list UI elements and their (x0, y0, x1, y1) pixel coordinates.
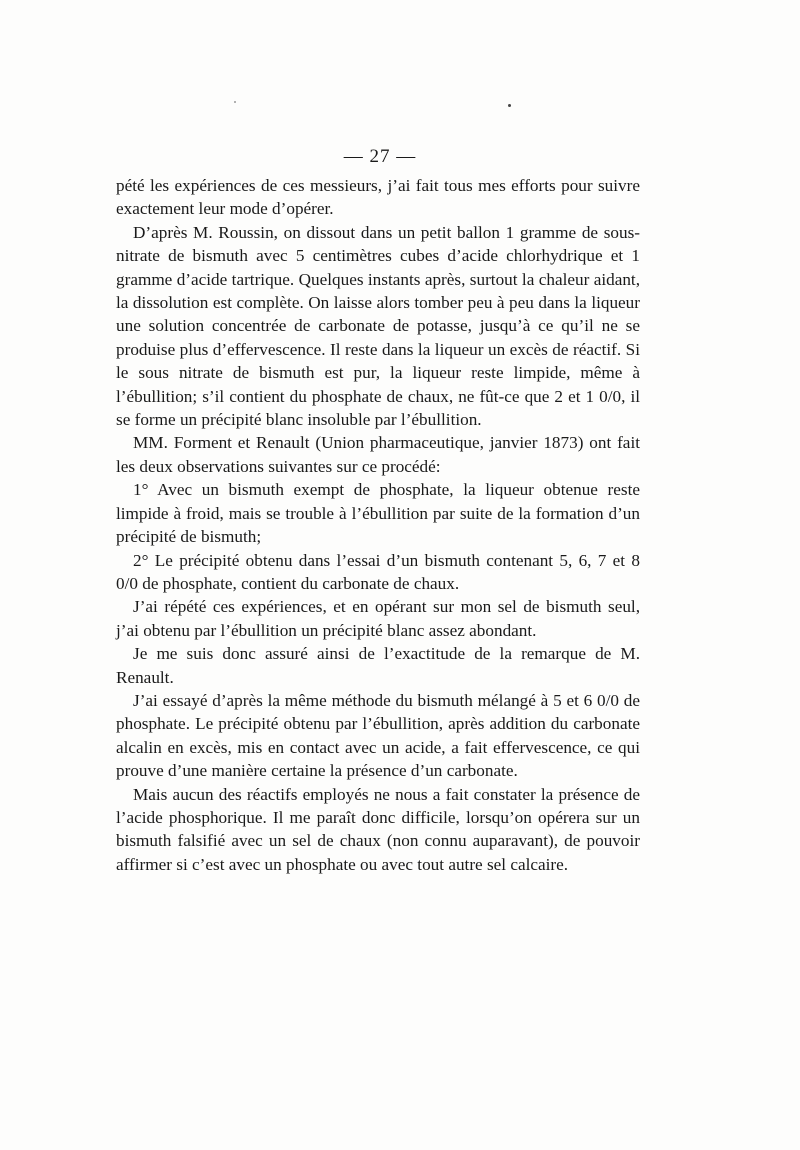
paper-speck (234, 101, 236, 103)
paragraph-roussin-method: D’après M. Roussin, on dissout dans un petit ballon 1 gramme de sous-nitrate de bismuth avec 5 centimètres cubes d’acide chlorhydrique et 1 gramme d’acide tartrique. Quelques instants après, surtout la chaleur aidant, la dissolution est complète. On laisse alors tomber peu à peu dans la liqueur une solution concentrée de carbonate de potasse, jusqu’à ce qu’il ne se produise plus d’effervescence. Il reste dans la liqueur un excès de réactif. Si le sous nitrate de bismuth est pur, la liqueur reste limpide, même à l’ébullition; s’il contient du phosphate de chaux, ne fût-ce que 2 et 1 0/0, il se forme un précipité blanc insoluble par l’ébullition. (116, 222, 640, 430)
page-number: — 27 — (343, 146, 417, 167)
paragraph-confirmation: Je me suis donc assuré ainsi de l’exactitude de la remarque de M. Renault. (116, 644, 640, 687)
body-text (116, 174, 640, 876)
paragraph-mixture-test: J’ai essayé d’après la même méthode du bismuth mélangé à 5 et 6 0/0 de phosphate. Le précipité obtenu par l’ébullition, après addition du carbonate alcalin en excès, mis en contact avec un acide, a fait effervescence, ce qui prouve d’une manière certaine la présence d’un carbonate. (116, 690, 640, 781)
paper-speck (508, 104, 511, 107)
paragraph-conclusion: Mais aucun des réactifs employés ne nous a fait constater la présence de l’acide phosphorique. Il me paraît donc difficile, lorsqu’on opérera sur un bismuth falsifié avec un sel de chaux (non connu auparavant), de pouvoir affirmer si c’est avec un phosphate ou avec tout autre sel calcaire. (116, 784, 640, 874)
paragraph-observation-2: 2° Le précipité obtenu dans l’essai d’un bismuth contenant 5, 6, 7 et 8 0/0 de phosphate, contient du carbonate de chaux. (116, 550, 640, 593)
paragraph-repeated-experiments: J’ai répété ces expériences, et en opérant sur mon sel de bismuth seul, j’ai obtenu par l’ébullition un précipité blanc assez abondant. (116, 597, 640, 640)
paragraph-observation-1: 1° Avec un bismuth exempt de phosphate, la liqueur obtenue reste limpide à froid, mais se trouble à l’ébullition par suite de la formation d’un précipité de bismuth; (116, 480, 640, 547)
paragraph-forment-renault: MM. Forment et Renault (Union pharmaceutique, janvier 1873) ont fait les deux observations suivantes sur ce procédé: (116, 433, 640, 476)
paragraph-continuation: pété les expériences de ces messieurs, j’ai fait tous mes efforts pour suivre exactement leur mode d’opérer. (116, 176, 640, 219)
